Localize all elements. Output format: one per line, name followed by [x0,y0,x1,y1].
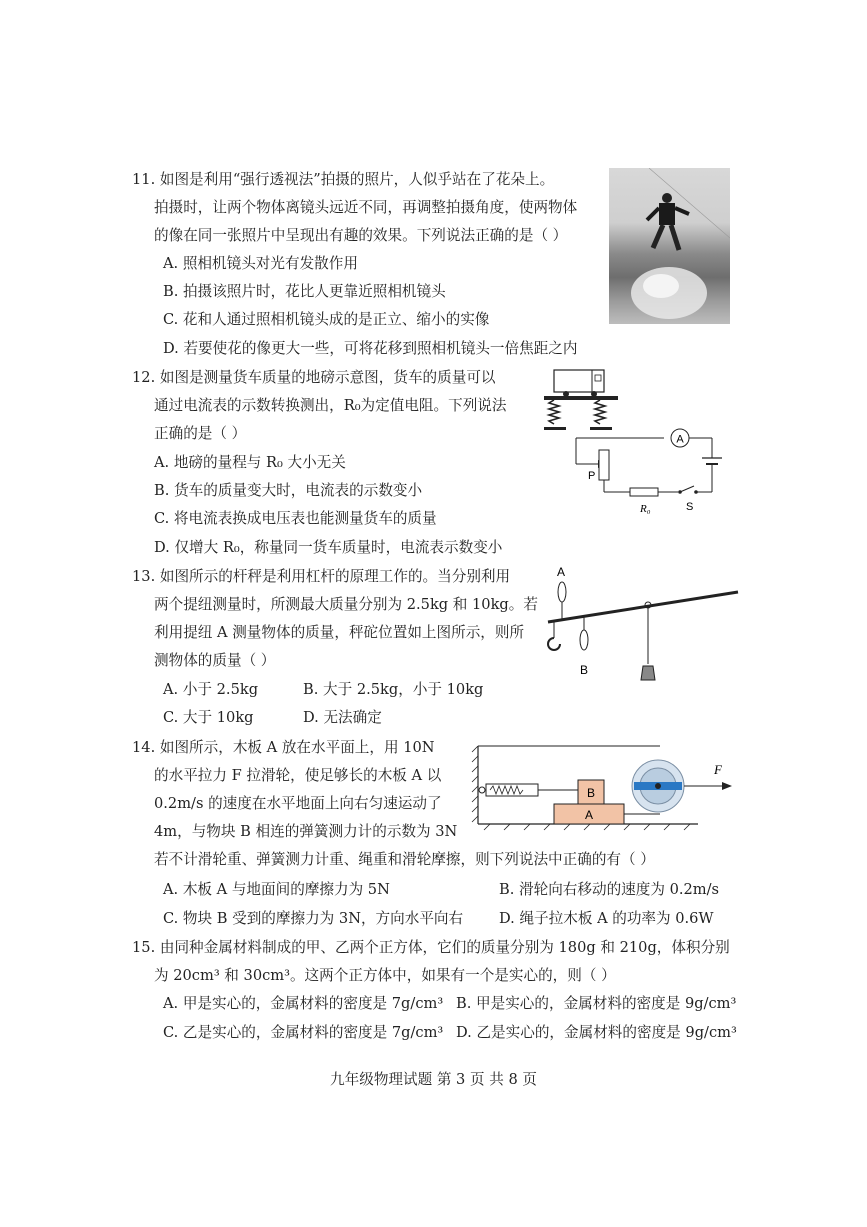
force-f-label: F [714,762,722,777]
q13-option-a: A. 小于 2.5kg [163,681,259,698]
q12-option-d: D. 仅增大 R₀，称量同一货车质量时，电流表示数变小 [154,539,503,556]
q13-option-c: C. 大于 10kg [163,709,254,726]
q15-option-a: A. 甲是实心的，金属材料的密度是 7g/cm³ [163,995,444,1012]
q13-stem-line-2: 两个提纽测量时，所测最大质量分别为 2.5kg 和 10kg。若 [154,596,538,613]
q13-option-b: B. 大于 2.5kg，小于 10kg [303,681,484,698]
q14-option-a: A. 木板 A 与地面间的摩擦力为 5N [163,881,390,898]
q11-option-b: B. 拍摄该照片时，花比人更靠近照相机镜头 [163,283,446,300]
q11-option-d: D. 若要使花的像更大一些，可将花移到照相机镜头一倍焦距之内 [163,340,578,357]
q11-stem-line-2: 拍摄时，让两个物体离镜头远近不同，再调整拍摄角度，使两物体 [154,199,578,216]
hook-b-label: B [580,663,589,677]
ammeter-label: A [676,433,684,446]
board-a-label: A [584,808,594,822]
q14-option-c: C. 物块 B 受到的摩擦力为 3N，方向水平向右 [163,910,464,927]
q11-option-c: C. 花和人通过照相机镜头成的是正立、缩小的实像 [163,311,490,328]
hook-a-label: A [557,565,566,579]
q13-stem-line-4: 测物体的质量（ ） [154,652,276,669]
q12-stem-line-2: 通过电流表的示数转换测出，R₀为定值电阻。下列说法 [154,397,507,414]
switch-s-label: S [686,501,694,513]
forced-perspective-photo [609,168,730,324]
q14-stem-line-4: 4m，与物块 B 相连的弹簧测力计的示数为 3N [154,823,458,840]
pulley-board-diagram [470,742,740,834]
q15-stem-line-2: 为 20cm³ 和 30cm³。这两个正方体中，如果有一个是实心的，则（ ） [154,967,616,984]
q12-stem-line-3: 正确的是（ ） [154,425,247,442]
q11-stem-line-3: 的像在同一张照片中呈现出有趣的效果。下列说法正确的是（ ） [154,227,568,244]
q14-option-d: D. 绳子拉木板 A 的功率为 0.6W [499,910,714,927]
q15-option-b: B. 甲是实心的，金属材料的密度是 9g/cm³ [456,995,737,1012]
q12-option-a: A. 地磅的量程与 R₀ 大小无关 [154,454,346,471]
q14-stem-line-5: 若不计滑轮重、弹簧测力计重、绳重和滑轮摩擦，则下列说法中正确的有（ ） [154,851,655,868]
q15-option-c: C. 乙是实心的，金属材料的密度是 7g/cm³ [163,1024,444,1041]
q13-option-d: D. 无法确定 [303,709,382,726]
slider-p-label: P [588,470,596,482]
block-b-label: B [586,786,596,800]
q13-stem-line-3: 利用提纽 A 测量物体的质量，秤砣位置如上图所示，则所 [154,624,525,641]
q14-stem-line-1: 14. 如图所示，木板 A 放在水平面上，用 10N [132,739,435,756]
q11-option-a: A. 照相机镜头对光有发散作用 [163,255,358,272]
q11-stem-line-1: 11. 如图是利用“强行透视法”拍摄的照片，人似乎站在了花朵上。 [132,171,555,188]
q13-stem-line-1: 13. 如图所示的杆秤是利用杠杆的原理工作的。当分别利用 [132,568,511,585]
page-footer: 九年级物理试题 第 3 页 共 8 页 [330,1071,537,1088]
q12-stem-line-1: 12. 如图是测量货车质量的地磅示意图，货车的质量可以 [132,369,496,386]
q15-option-d: D. 乙是实心的，金属材料的密度是 9g/cm³ [456,1024,737,1041]
q14-stem-line-2: 的水平拉力 F 拉滑轮，使足够长的木板 A 以 [154,767,442,784]
steelyard-diagram [540,562,742,686]
q12-option-b: B. 货车的质量变大时，电流表的示数变小 [154,482,423,499]
resistor-r0-label: R₀ [640,503,651,515]
q14-option-b: B. 滑轮向右移动的速度为 0.2m/s [499,881,720,898]
q15-stem-line-1: 15. 由同种金属材料制成的甲、乙两个正方体，它们的质量分别为 180g 和 210g，体积分别 [132,939,730,956]
photo-content [609,168,730,324]
q14-stem-line-3: 0.2m/s 的速度在水平地面上向右匀速运动了 [154,795,442,812]
weighbridge-circuit-diagram [540,362,740,522]
q12-option-c: C. 将电流表换成电压表也能测量货车的质量 [154,510,437,527]
